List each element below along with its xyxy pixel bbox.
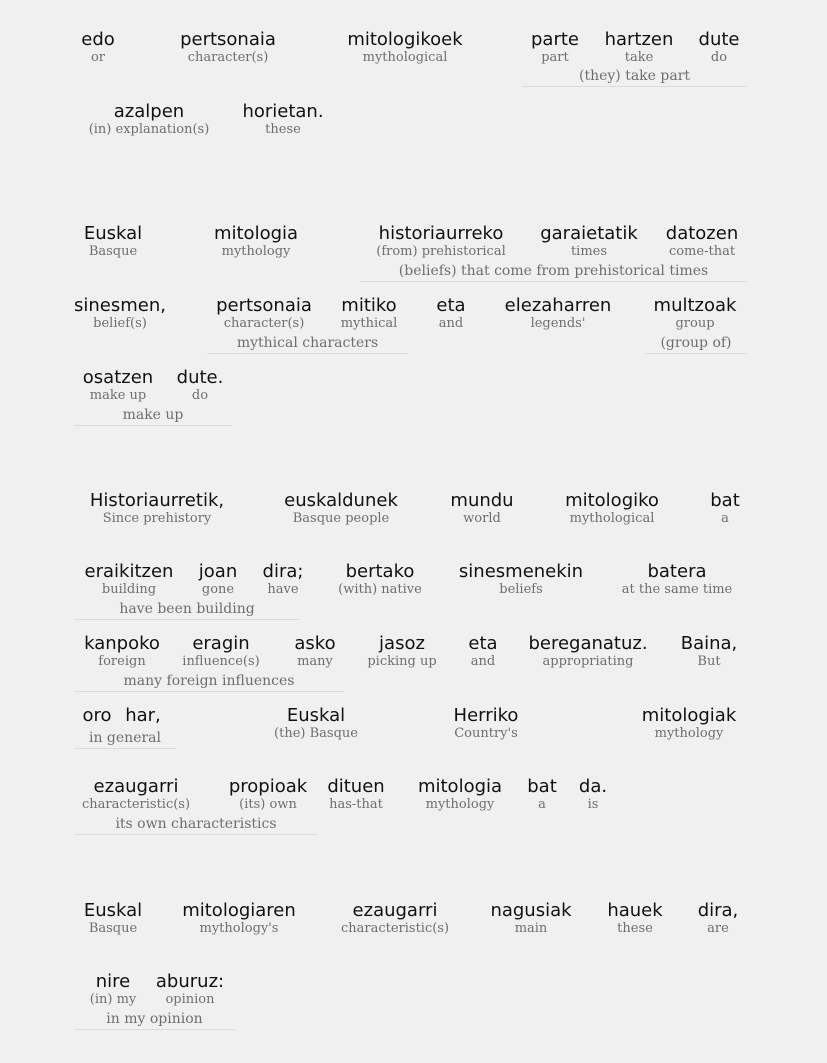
gloss-word-historiaurreko — [376, 224, 506, 259]
gloss-word-dute — [177, 368, 224, 403]
english-gloss: and — [438, 316, 464, 331]
english-gloss: mythology — [654, 726, 724, 741]
basque-word: pertsonaia — [180, 29, 276, 50]
phrase-gloss: (beliefs) that come from prehistorical times — [360, 263, 747, 282]
basque-word: bat — [527, 776, 557, 797]
basque-word: hartzen — [604, 29, 674, 50]
english-gloss: part — [541, 50, 569, 65]
gloss-word-ezaugarri — [341, 901, 449, 936]
basque-word: dira, — [697, 900, 739, 921]
basque-word: mundu — [450, 490, 514, 511]
english-gloss: Country's — [454, 726, 518, 741]
phrase-gloss: (they) take part — [522, 68, 747, 87]
basque-word: hauek — [607, 900, 663, 921]
basque-word: Euskal — [286, 705, 346, 726]
english-gloss: Basque — [88, 921, 138, 936]
gloss-word-joan — [199, 562, 237, 597]
basque-word: dituen — [327, 776, 385, 797]
gloss-word-dira — [263, 562, 304, 597]
gloss-word-multzoak — [654, 296, 737, 331]
basque-word: jasoz — [379, 633, 425, 654]
gloss-word-azalpen — [89, 102, 210, 137]
english-gloss: picking up — [367, 654, 437, 669]
basque-word: azalpen — [113, 101, 185, 122]
english-gloss: come-that — [668, 244, 736, 259]
gloss-word-osatzen — [83, 368, 153, 403]
english-gloss: characteristic(s) — [81, 797, 191, 812]
gloss-word-eragin — [182, 634, 259, 669]
english-gloss: Since prehistory — [102, 511, 212, 526]
gloss-word-bertako — [338, 562, 422, 597]
english-gloss: times — [570, 244, 608, 259]
basque-word: Euskal — [83, 223, 143, 244]
gloss-word-asko — [294, 634, 335, 669]
basque-word: euskaldunek — [284, 490, 398, 511]
gloss-word-pertsonaia — [180, 30, 276, 65]
basque-word: datozen — [665, 223, 739, 244]
gloss-word-har — [125, 706, 161, 726]
english-gloss: mythology — [221, 244, 291, 259]
basque-word: kanpoko — [84, 633, 160, 654]
gloss-word-kanpoko — [84, 634, 160, 669]
gloss-word-historiaurretik — [90, 491, 224, 526]
gloss-word-hartzen — [605, 30, 674, 65]
gloss-word-edo — [81, 30, 115, 65]
basque-word: ezaugarri — [93, 776, 179, 797]
basque-word: batera — [647, 561, 707, 582]
english-gloss: legends' — [530, 316, 586, 331]
basque-word: da. — [578, 776, 608, 797]
gloss-word-batera — [622, 562, 733, 597]
phrase-gloss: in my opinion — [74, 1011, 235, 1030]
english-gloss: gone — [201, 582, 235, 597]
gloss-word-eta — [436, 296, 465, 331]
gloss-word-bat — [527, 777, 557, 812]
gloss-word-sinesmen — [74, 296, 166, 331]
basque-word: eragin — [192, 633, 250, 654]
basque-word: ezaugarri — [352, 900, 438, 921]
english-gloss: make up — [89, 388, 147, 403]
english-gloss: Basque people — [292, 511, 390, 526]
basque-word: mitologia — [417, 776, 503, 797]
gloss-word-mitiko — [341, 296, 398, 331]
phrase-gloss: mythical characters — [207, 335, 408, 354]
basque-word: sinesmenekin — [458, 561, 584, 582]
basque-word: oro — [82, 705, 112, 726]
gloss-word-eta — [468, 634, 497, 669]
english-gloss: group — [675, 316, 715, 331]
english-gloss: mythology — [425, 797, 495, 812]
basque-word: eta — [468, 633, 498, 654]
english-gloss: (the) Basque — [274, 726, 358, 741]
basque-word: mitologiaren — [182, 900, 296, 921]
english-gloss: main — [514, 921, 548, 936]
english-gloss: belief(s) — [93, 316, 147, 331]
english-gloss: (in) my — [89, 992, 137, 1007]
basque-word: dute. — [176, 367, 224, 388]
gloss-word-oro — [82, 706, 111, 726]
gloss-word-euskaldunek — [284, 491, 398, 526]
basque-word: osatzen — [82, 367, 154, 388]
basque-word: har, — [125, 705, 161, 726]
basque-word: Euskal — [83, 900, 143, 921]
phrase-gloss: many foreign influences — [74, 673, 344, 692]
gloss-word-pertsonaia — [216, 296, 312, 331]
gloss-word-mitologia — [214, 224, 298, 259]
gloss-word-mitologikoek — [347, 30, 462, 65]
english-gloss: at the same time — [621, 582, 733, 597]
gloss-word-aburuz — [156, 972, 224, 1007]
gloss-word-hauek — [607, 901, 662, 936]
gloss-word-mitologiak — [642, 706, 737, 741]
basque-word: edo — [81, 29, 115, 50]
basque-word: asko — [294, 633, 336, 654]
english-gloss: many — [297, 654, 333, 669]
gloss-word-ezaugarri — [82, 777, 190, 812]
english-gloss: is — [587, 797, 599, 812]
english-gloss: has-that — [329, 797, 383, 812]
gloss-word-euskal — [84, 901, 142, 936]
basque-word: eraikitzen — [84, 561, 174, 582]
english-gloss: character(s) — [187, 50, 269, 65]
basque-word: multzoak — [653, 295, 737, 316]
phrase-gloss: its own characteristics — [74, 816, 318, 835]
basque-word: parte — [531, 29, 579, 50]
basque-word: bereganatuz. — [528, 633, 648, 654]
english-gloss: these — [265, 122, 301, 137]
gloss-word-mitologia — [418, 777, 502, 812]
basque-word: mitologiak — [641, 705, 737, 726]
gloss-word-bat — [710, 491, 740, 526]
english-gloss: (in) explanation(s) — [88, 122, 210, 137]
gloss-word-herriko — [454, 706, 519, 741]
basque-word: pertsonaia — [216, 295, 312, 316]
basque-word: horietan. — [242, 101, 324, 122]
english-gloss: But — [697, 654, 721, 669]
basque-word: nagusiak — [490, 900, 572, 921]
english-gloss: take — [624, 50, 654, 65]
gloss-word-dute — [699, 30, 740, 65]
gloss-word-horietan — [242, 102, 323, 137]
english-gloss: mythical — [340, 316, 398, 331]
english-gloss: mythological — [362, 50, 448, 65]
gloss-word-mitologiko — [565, 491, 659, 526]
english-gloss: influence(s) — [182, 654, 260, 669]
gloss-word-propioak — [229, 777, 307, 812]
basque-word: propioak — [228, 776, 308, 797]
phrase-gloss: in general — [74, 730, 176, 749]
gloss-word-dituen — [327, 777, 384, 812]
gloss-word-sinesmenekin — [459, 562, 583, 597]
gloss-word-bereganatuz — [528, 634, 647, 669]
gloss-word-garaietatik — [540, 224, 638, 259]
english-gloss: (from) prehistorical — [376, 244, 506, 259]
english-gloss: and — [470, 654, 496, 669]
english-gloss: (with) native — [338, 582, 422, 597]
gloss-word-nire — [90, 972, 136, 1007]
basque-word: garaietatik — [540, 223, 638, 244]
gloss-word-mundu — [450, 491, 513, 526]
gloss-word-mitologiaren — [182, 901, 296, 936]
english-gloss: Basque — [88, 244, 138, 259]
phrase-gloss: (group of) — [645, 335, 747, 354]
basque-word: sinesmen, — [74, 295, 166, 316]
gloss-word-jasoz — [367, 634, 436, 669]
gloss-word-parte — [531, 30, 579, 65]
english-gloss: these — [617, 921, 653, 936]
english-gloss: opinion — [165, 992, 215, 1007]
english-gloss: character(s) — [223, 316, 305, 331]
gloss-word-euskal — [84, 224, 142, 259]
basque-word: dute — [698, 29, 740, 50]
gloss-word-elezaharren — [505, 296, 612, 331]
english-gloss: beliefs — [499, 582, 543, 597]
english-gloss: characteristic(s) — [340, 921, 450, 936]
basque-word: bat — [710, 490, 740, 511]
english-gloss: world — [463, 511, 501, 526]
basque-word: mitologikoek — [347, 29, 463, 50]
english-gloss: (its) own — [239, 797, 297, 812]
english-gloss: have — [267, 582, 299, 597]
basque-word: aburuz: — [155, 971, 225, 992]
basque-word: bertako — [345, 561, 415, 582]
gloss-word-baina — [681, 634, 738, 669]
basque-word: mitologiko — [565, 490, 659, 511]
basque-word: joan — [198, 561, 238, 582]
english-gloss: do — [710, 50, 728, 65]
gloss-word-eraikitzen — [85, 562, 174, 597]
basque-word: Baina, — [680, 633, 738, 654]
basque-word: eta — [436, 295, 466, 316]
english-gloss: or — [90, 50, 106, 65]
gloss-word-nagusiak — [490, 901, 571, 936]
basque-word: dira; — [262, 561, 304, 582]
gloss-word-euskal — [274, 706, 358, 741]
basque-word: mitiko — [341, 295, 397, 316]
gloss-word-dira — [698, 901, 739, 936]
english-gloss: foreign — [98, 654, 146, 669]
english-gloss: appropriating — [542, 654, 634, 669]
phrase-gloss: make up — [74, 407, 232, 426]
basque-word: Herriko — [453, 705, 519, 726]
phrase-gloss: have been building — [74, 601, 300, 620]
english-gloss: mythological — [569, 511, 655, 526]
english-gloss: a — [721, 511, 729, 526]
english-gloss: building — [101, 582, 157, 597]
basque-word: historiaurreko — [378, 223, 504, 244]
english-gloss: do — [191, 388, 209, 403]
gloss-word-datozen — [666, 224, 738, 259]
english-gloss: are — [707, 921, 729, 936]
basque-word: mitologia — [213, 223, 299, 244]
basque-word: nire — [95, 971, 131, 992]
basque-word: Historiaurretik, — [89, 490, 225, 511]
english-gloss: mythology's — [199, 921, 279, 936]
basque-word: elezaharren — [504, 295, 612, 316]
english-gloss: a — [538, 797, 546, 812]
gloss-word-da — [579, 777, 607, 812]
